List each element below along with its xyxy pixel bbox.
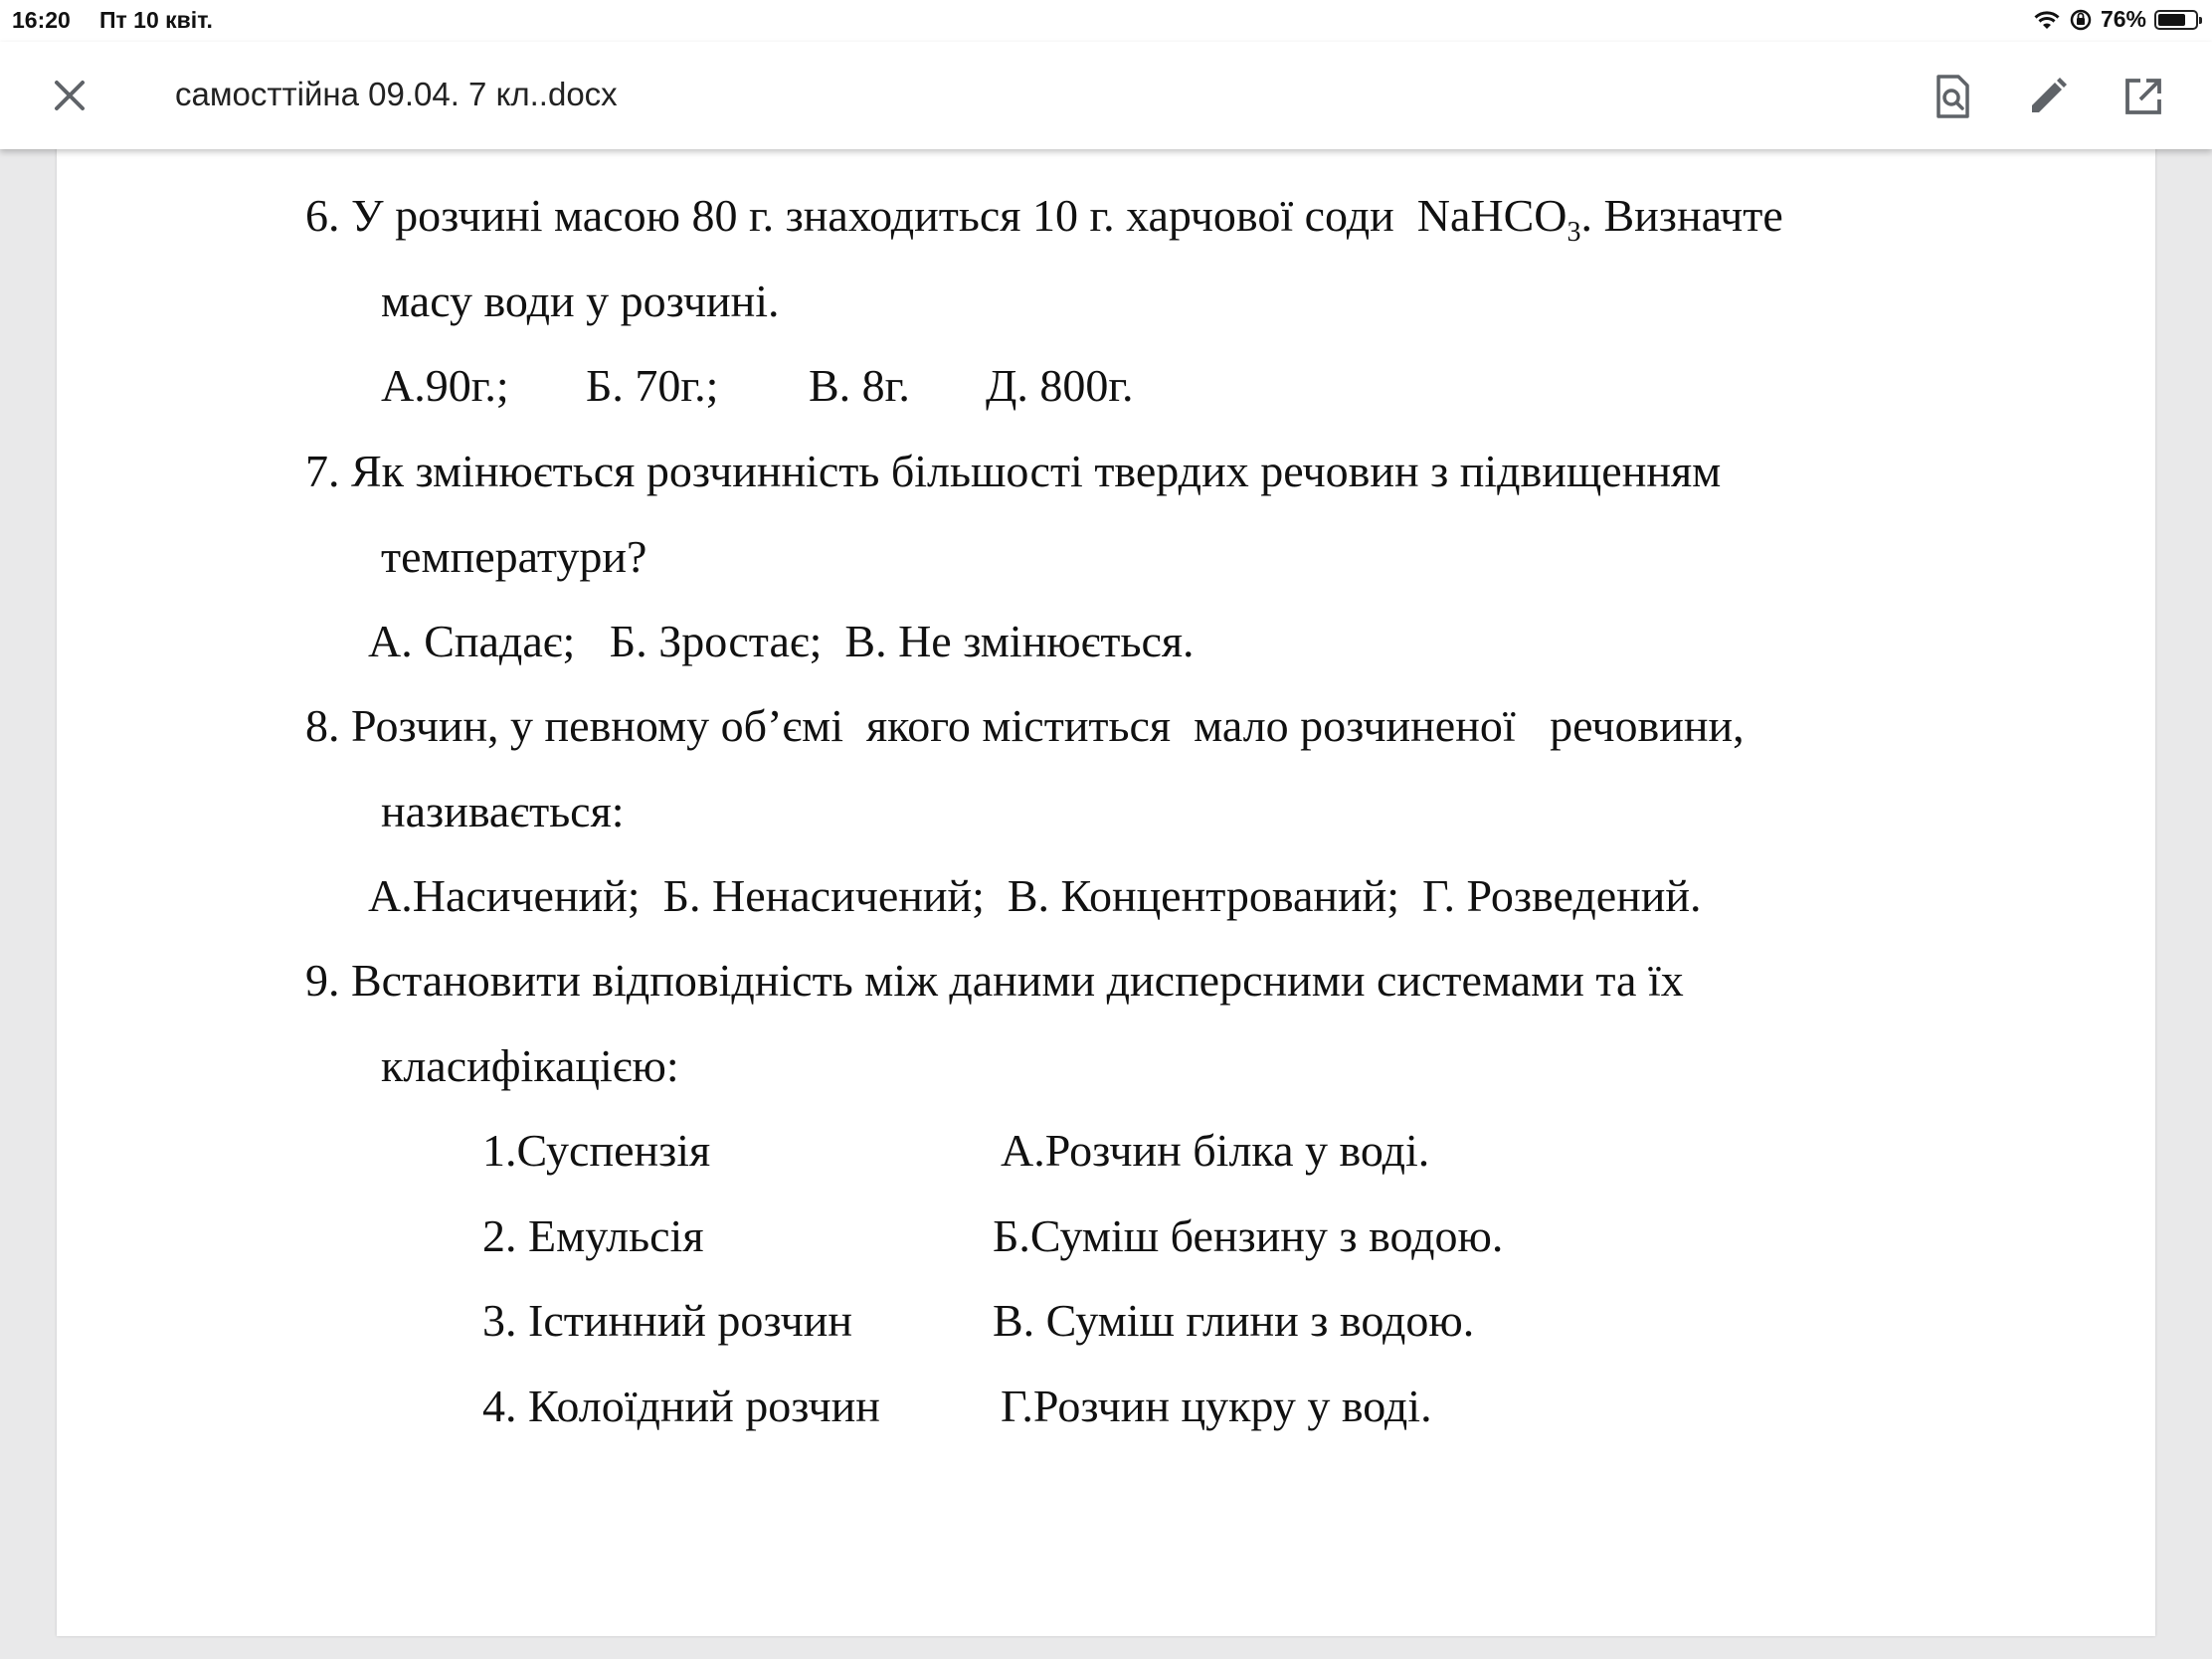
question-7-line-1: 7. Як змінюється розчинність більшості твердих речовин з підвищенням	[305, 446, 1722, 496]
battery-percent: 76%	[2100, 6, 2146, 32]
question-6-option-c: В. 8г.	[809, 360, 910, 411]
battery-fill	[2158, 14, 2185, 26]
question-8-line-1: 8. Розчин, у певному об’ємі якого міститься мало розчиненої речовини,	[305, 700, 1745, 751]
status-indicators	[2033, 6, 2198, 33]
find-in-page-icon	[1933, 74, 1972, 124]
edit-button[interactable]	[2019, 70, 2077, 127]
wifi-icon	[2033, 9, 2061, 31]
match-left-4: 4. Колоїдний розчин	[482, 1381, 880, 1431]
formula-subscript: 3	[1567, 217, 1581, 248]
question-6-line-2: масу води у розчині.	[381, 276, 780, 326]
open-external-icon	[2123, 77, 2163, 121]
match-right-d: Г.Розчин цукру у воді.	[1001, 1381, 1432, 1431]
document-title: самосттійна 09.04. 7 кл..docx	[175, 76, 618, 112]
close-icon	[53, 79, 87, 117]
question-8-line-2: називається:	[381, 786, 625, 836]
question-6-text-end: . Визначте	[1580, 190, 1783, 241]
match-left-3: 3. Істинний розчин	[482, 1295, 853, 1346]
question-6-line-1	[305, 190, 1783, 248]
question-6-text: 6. У розчині масою 80 г. знаходиться 10 г. харчової соди NaHCO	[305, 190, 1567, 241]
question-6-option-d: Д. 800г.	[986, 360, 1134, 411]
match-right-b: Б.Суміш бензину з водою.	[993, 1210, 1504, 1261]
document-page[interactable]	[57, 109, 2155, 1636]
battery-nub	[2199, 17, 2202, 24]
app-bar	[0, 42, 2212, 149]
match-right-c: В. Суміш глини з водою.	[993, 1295, 1475, 1346]
document-body	[57, 109, 2155, 1636]
match-right-a: А.Розчин білка у воді.	[1001, 1125, 1430, 1176]
question-9-line-2: класифікацією:	[381, 1040, 679, 1091]
question-7-options: А. Спадає; Б. Зростає; В. Не змінюється.	[368, 616, 1195, 666]
question-8-options: А.Насичений; Б. Ненасичений; В. Концентрований; Г. Розведений.	[368, 870, 1702, 921]
find-in-page-button[interactable]	[1924, 70, 1981, 127]
app-actions	[1924, 70, 2172, 127]
status-date: Пт 10 квіт.	[99, 7, 213, 33]
match-left-1: 1.Суспензія	[482, 1125, 711, 1176]
edit-pencil-icon	[2028, 77, 2068, 121]
status-bar	[0, 0, 2212, 42]
match-left-2: 2. Емульсія	[482, 1210, 704, 1261]
question-9-line-1: 9. Встановити відповідність між даними дисперсними системами та їх	[305, 955, 1684, 1006]
question-7-line-2: температури?	[381, 531, 647, 582]
open-external-button[interactable]	[2115, 70, 2172, 127]
question-6-option-a: А.90г.;	[381, 360, 509, 411]
rotation-lock-icon	[2069, 8, 2093, 32]
battery-icon	[2154, 10, 2198, 30]
close-button[interactable]	[44, 72, 95, 123]
question-6-option-b: Б. 70г.;	[586, 360, 719, 411]
status-time: 16:20	[12, 7, 71, 33]
